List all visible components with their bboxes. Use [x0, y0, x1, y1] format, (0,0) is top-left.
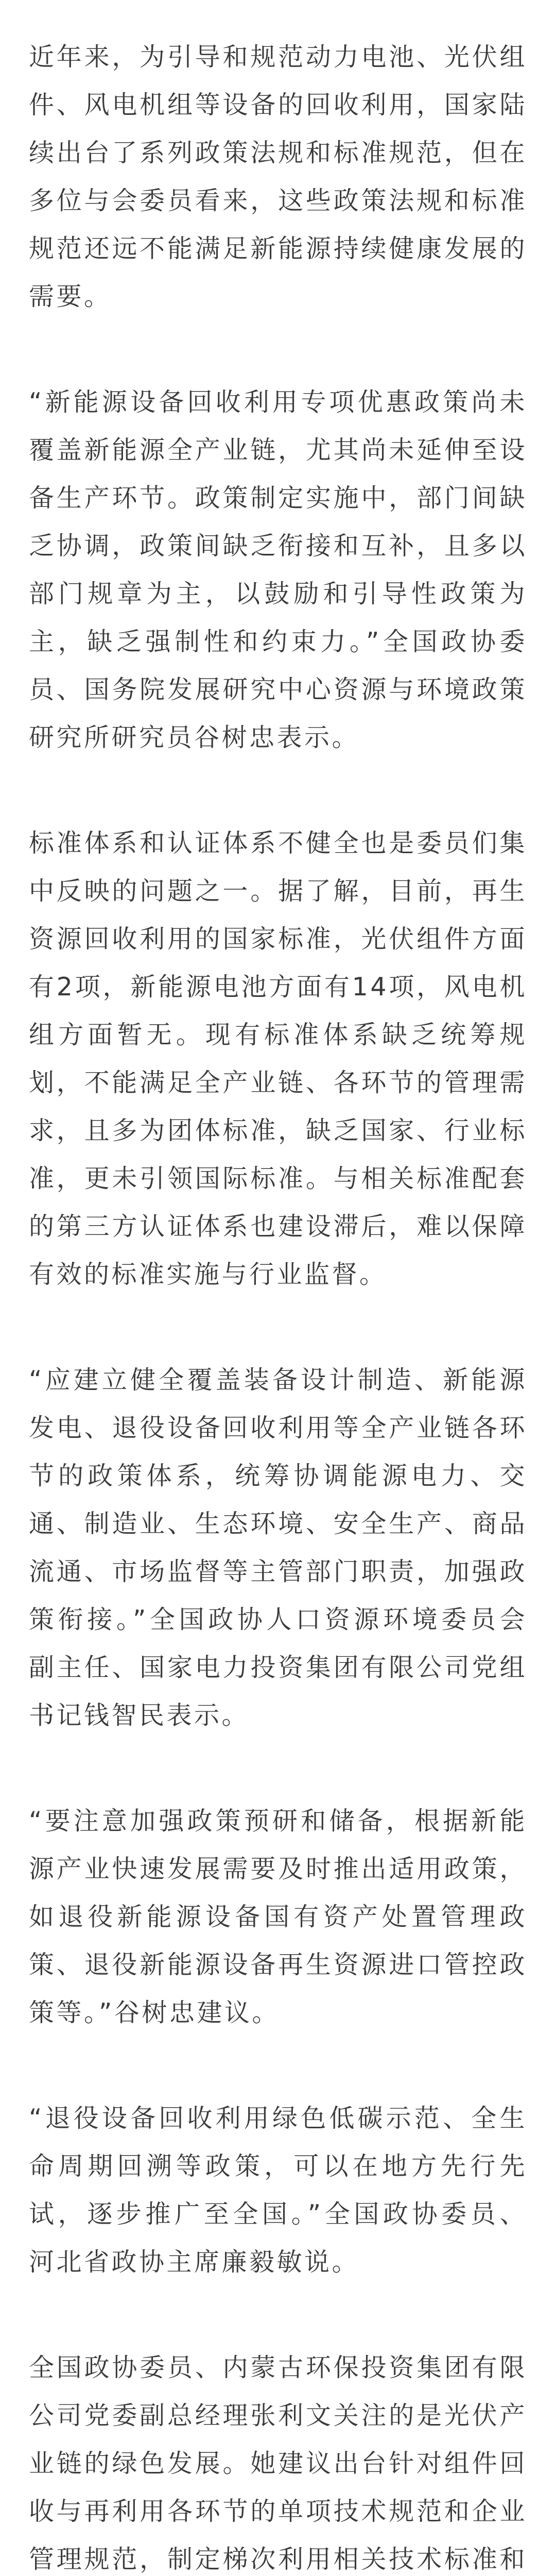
article-body: [29, 33, 527, 2576]
article-paragraph-4: “应建立健全覆盖装备设计制造、新能源发电、退役设备回收利用等全产业链各环节的政策体系，统筹协调能源电力、交通、制造业、生态环境、安全生产、商品流通、市场监督等主管部门职责，加强政策衔接。”全国政协人口资源环境委员会副主任、国家电力投资集团有限公司党组书记钱智民表示。: [29, 1365, 527, 1730]
article-paragraph-1: 近年来，为引导和规范动力电池、光伏组件、风电机组等设备的回收利用，国家陆续出台了系列政策法规和标准规范，但在多位与会委员看来，这些政策法规和标准规范还远不能满足新能源持续健康发展的需要。: [29, 42, 527, 311]
article-paragraph-3: 标准体系和认证体系不健全也是委员们集中反映的问题之一。据了解，目前，再生资源回收利用的国家标准，光伏组件方面有2项，新能源电池方面有14项，风电机组方面暂无。现有标准体系缺乏统筹规划，不能满足全产业链、各环节的管理需求，且多为团体标准，缺乏国家、行业标准，更未引领国际标准。与相关标准配套的第三方认证体系也建设滞后，难以保障有效的标准实施与行业监督。: [29, 828, 527, 1289]
article-paragraph-2: “新能源设备回收利用专项优惠政策尚未覆盖新能源全产业链，尤其尚未延伸至设备生产环节。政策制定实施中，部门间缺乏协调，政策间缺乏衔接和互补，且多以部门规章为主，以鼓励和引导性政策为主，缺乏强制性和约束力。”全国政协委员、国务院发展研究中心资源与环境政策研究所研究员谷树忠表示。: [29, 387, 527, 752]
article-paragraph-7: 全国政协委员、内蒙古环保投资集团有限公司党委副总经理张利文关注的是光伏产业链的绿色发展。她建议出台针对组件回收与再利用各环节的单项技术规范和企业管理规范，制定梯次利用相关技术标准和: [29, 2353, 527, 2574]
article-paragraph-6: “退役设备回收利用绿色低碳示范、全生命周期回溯等政策，可以在地方先行先试，逐步推广至全国。”全国政协委员、河北省政协主席廉毅敏说。: [29, 2104, 527, 2277]
article-paragraph-5: “要注意加强政策预研和储备，根据新能源产业快速发展需要及时推出适用政策，如退役新能源设备国有资产处置管理政策、退役新能源设备再生资源进口管控政策等。”谷树忠建议。: [29, 1806, 527, 2027]
